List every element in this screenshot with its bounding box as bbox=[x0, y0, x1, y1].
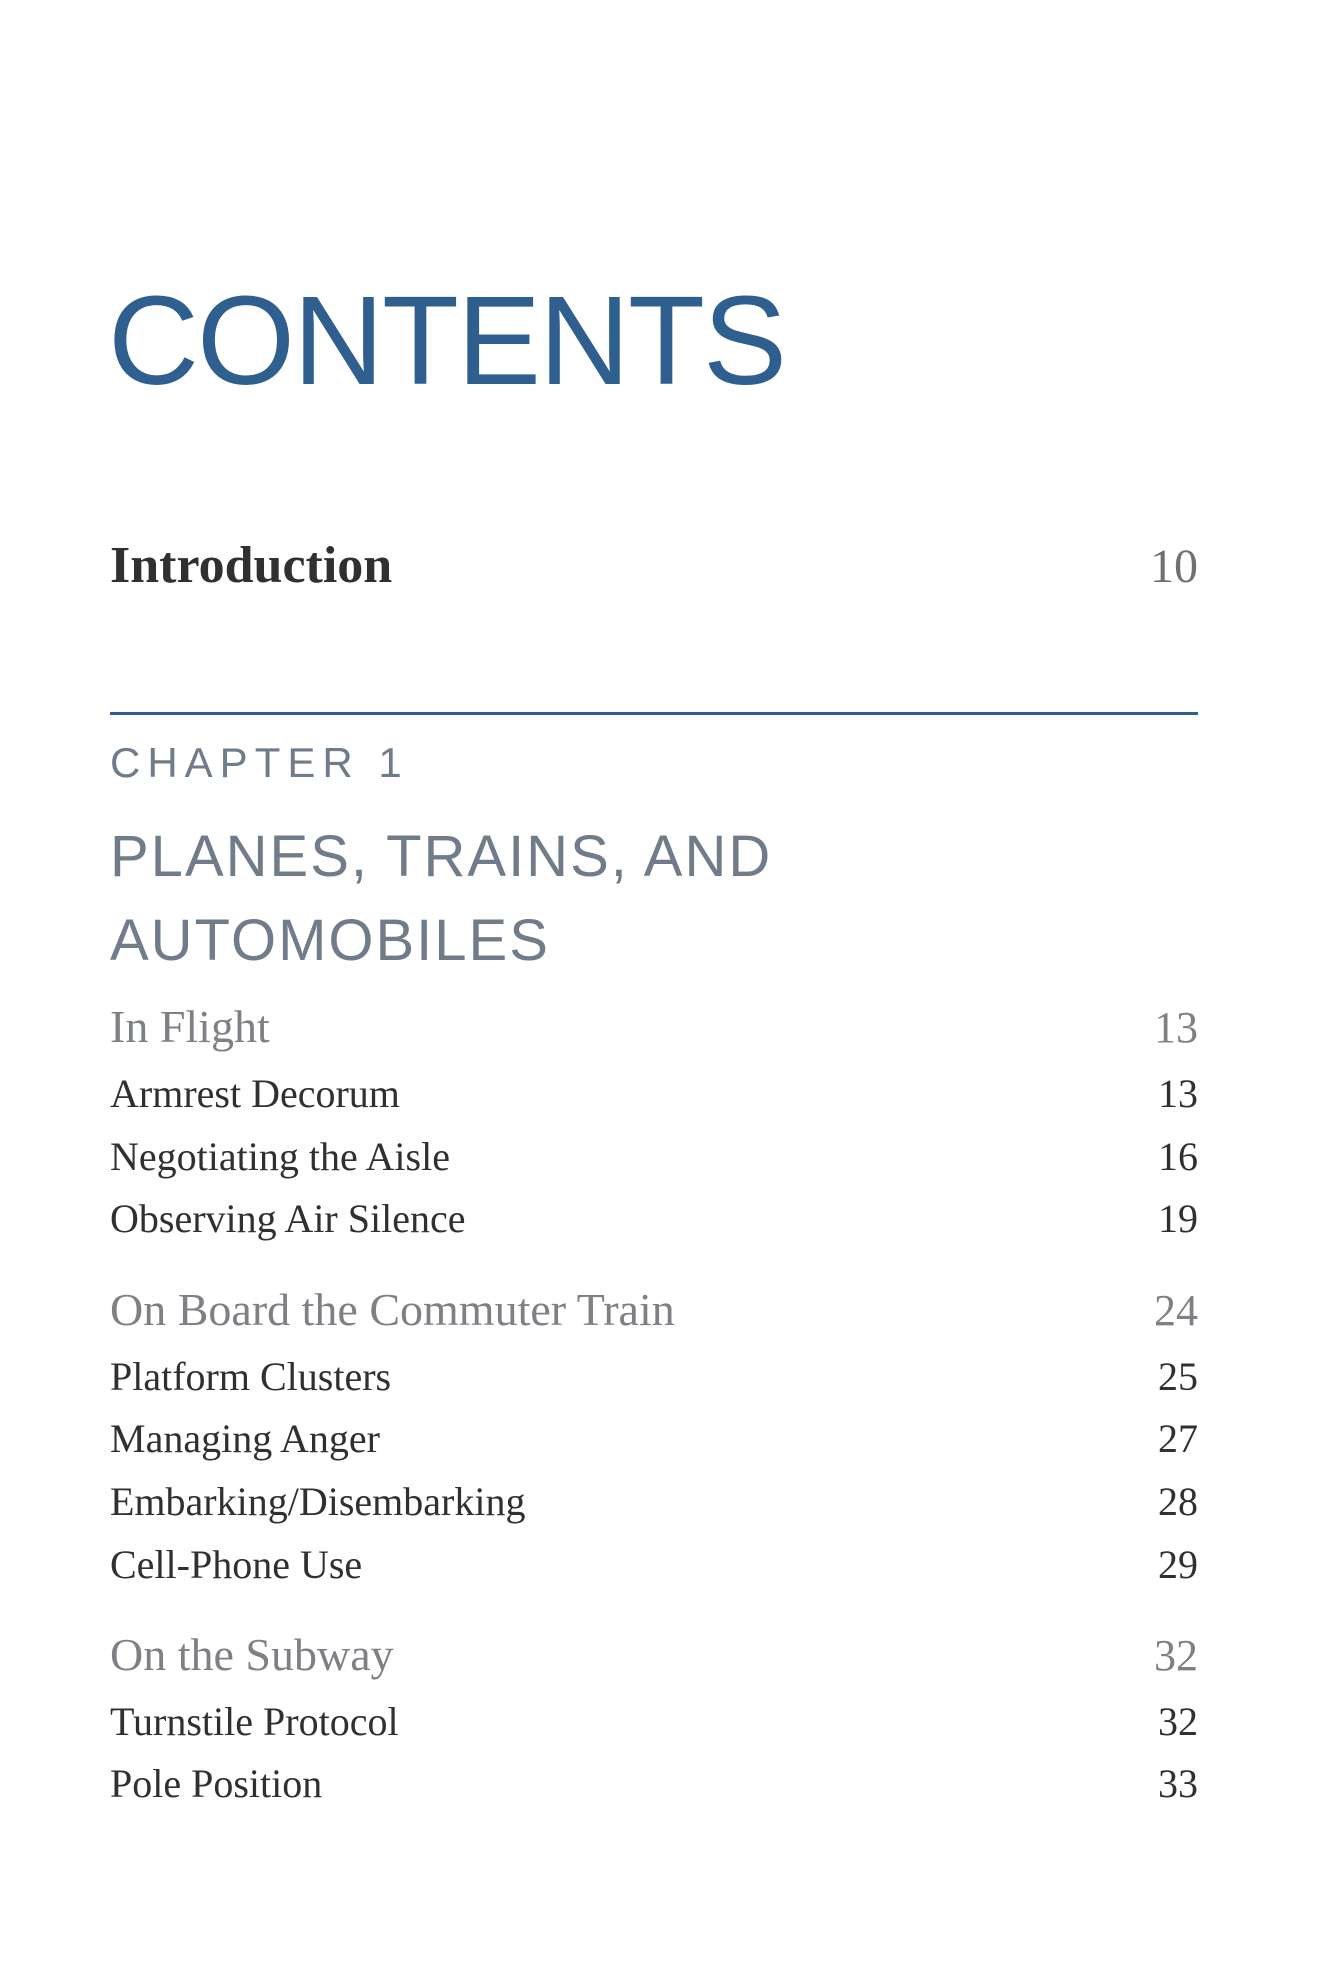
toc-section-label: In Flight bbox=[110, 1001, 270, 1052]
toc-section-label: On the Subway bbox=[110, 1629, 394, 1680]
toc-entry[interactable] bbox=[110, 1070, 1198, 1117]
toc-section-subway[interactable] bbox=[110, 1628, 1198, 1681]
toc-entry-label: Pole Position bbox=[110, 1761, 323, 1806]
toc-page-number: 29 bbox=[1158, 1542, 1198, 1587]
toc-entry-label: Managing Anger bbox=[110, 1416, 380, 1461]
toc-entry-introduction[interactable] bbox=[110, 536, 1198, 595]
toc-entry[interactable] bbox=[110, 1415, 1198, 1462]
toc-page-number: 28 bbox=[1158, 1479, 1198, 1524]
toc-entry-label: Observing Air Silence bbox=[110, 1196, 466, 1241]
toc-page-number: 27 bbox=[1158, 1416, 1198, 1461]
toc-page-number: 19 bbox=[1158, 1196, 1198, 1241]
toc-page-number: 16 bbox=[1158, 1134, 1198, 1179]
chapter-divider bbox=[110, 712, 1198, 715]
toc-entry[interactable] bbox=[110, 1541, 1198, 1588]
toc-entry[interactable] bbox=[110, 1478, 1198, 1525]
toc-section-in-flight[interactable] bbox=[110, 1000, 1198, 1053]
page-title: CONTENTS bbox=[108, 270, 785, 411]
toc-entry-label: Cell-Phone Use bbox=[110, 1542, 363, 1587]
toc-entry[interactable] bbox=[110, 1133, 1198, 1180]
toc-page-number: 24 bbox=[1154, 1286, 1198, 1335]
toc-page-number: 13 bbox=[1158, 1071, 1198, 1116]
chapter-label: CHAPTER 1 bbox=[110, 739, 409, 786]
toc-entry[interactable] bbox=[110, 1195, 1198, 1242]
toc-page-number: 25 bbox=[1158, 1354, 1198, 1399]
toc-page-number: 13 bbox=[1154, 1003, 1198, 1052]
toc-entry[interactable] bbox=[110, 1760, 1198, 1807]
toc-entry[interactable] bbox=[110, 1698, 1198, 1745]
toc-entry-label: Armrest Decorum bbox=[110, 1071, 400, 1116]
toc-page-number: 32 bbox=[1154, 1631, 1198, 1680]
toc-entry-label: Embarking/Disembarking bbox=[110, 1479, 526, 1524]
toc-page-number: 10 bbox=[1150, 540, 1198, 593]
toc-section-label: On Board the Commuter Train bbox=[110, 1284, 675, 1335]
toc-entry-label: Negotiating the Aisle bbox=[110, 1134, 450, 1179]
toc-entry-label: Turnstile Protocol bbox=[110, 1699, 399, 1744]
toc-section-commuter-train[interactable] bbox=[110, 1283, 1198, 1336]
toc-entry-label: Introduction bbox=[110, 537, 393, 594]
toc-page-number: 33 bbox=[1158, 1761, 1198, 1806]
toc-page-number: 32 bbox=[1158, 1699, 1198, 1744]
toc-entry-label: Platform Clusters bbox=[110, 1354, 392, 1399]
toc-entry[interactable] bbox=[110, 1353, 1198, 1400]
chapter-title: PLANES, TRAINS, AND AUTOMOBILES bbox=[110, 824, 773, 973]
